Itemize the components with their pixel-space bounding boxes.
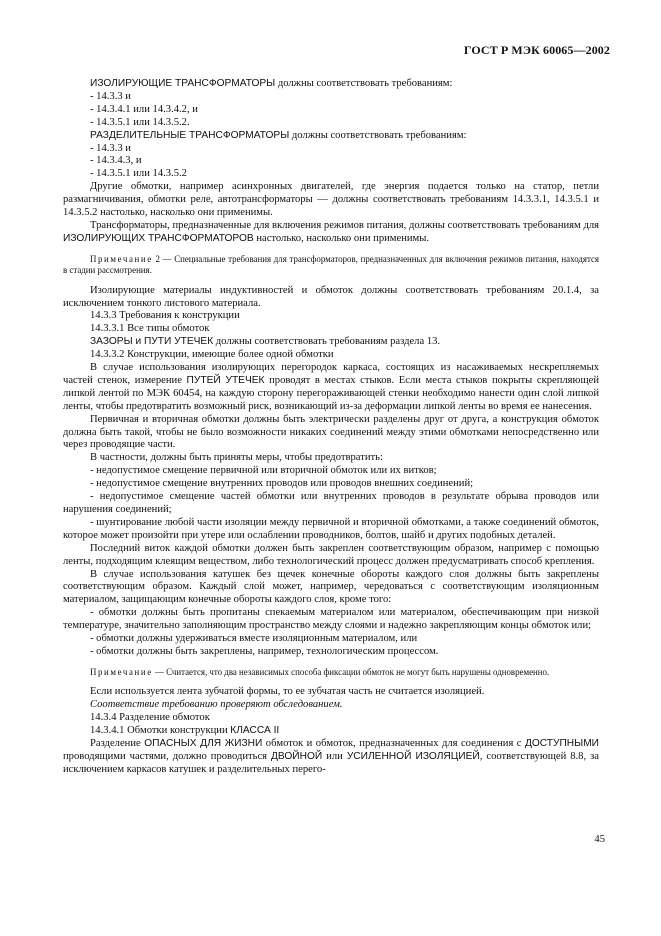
paragraph — [63, 362, 599, 414]
paragraph — [63, 130, 599, 143]
paragraph: Первичная и вторичная обмотки должны быть электрически разделены друг от друга, а конструкция обмоток должна быть такой, чтобы не было возможности никаких соединений между этими обмотками непосредственно или через проводящие части. — [63, 413, 599, 451]
text: обмоток и обмоток, предназначенных для соединения с — [262, 737, 525, 749]
term: РАЗДЕЛИТЕЛЬНЫЕ ТРАНСФОРМАТОРЫ — [90, 129, 290, 141]
text: проводящими частями, должно проводиться — [63, 750, 272, 762]
text: настолько, насколько они применимы. — [253, 232, 430, 244]
section-heading — [63, 725, 599, 738]
term: ИЗОЛИРУЮЩИЕ ТРАНСФОРМАТОРЫ — [90, 78, 276, 89]
list-item: - шунтирование любой части изоляции между первичной и вторичной обмотками, а также соединений обмоток, которое может произойти при утере или ослаблении проводников, болтов, шайб и других подобных деталей. — [63, 516, 599, 541]
section-heading: 14.3.3.1 Все типы обмоток — [90, 323, 210, 335]
note — [63, 667, 599, 678]
paragraph — [63, 78, 599, 91]
term: ДВОЙНОЙ — [271, 750, 323, 762]
list-item: - 14.3.4.1 или 14.3.4.2, и — [90, 103, 198, 115]
paragraph: Если используется лента зубчатой формы, то ее зубчатая часть не считается изоляцией. — [90, 686, 485, 698]
paragraph: Последний виток каждой обмотки должен быть закреплен соответствующим образом, например с помощью ленты, подходящим клеящим веществом, либо технологический процесс должен предусматривать способ крепления. — [63, 542, 599, 567]
section-heading: 14.3.3 Требования к конструкции — [90, 310, 240, 322]
text: должны соответствовать требованиям раздела 13. — [213, 336, 441, 348]
text: проводят в местах стыков. Если места стыков покрыты скрепляющей липкой лентой по МЭК 60454, на каждую сторону перегораживающей стенки необходимо нанести один слой липкой ленты, чтобы предотвратить возможный риск, возникающий из-за деформации липкой ленты во время ее нанесения. — [63, 374, 600, 412]
term: ОПАСНЫХ ДЛЯ ЖИЗНИ — [144, 737, 263, 749]
term: ИЗОЛИРУЮЩИХ ТРАНСФОРМАТОРОВ — [63, 232, 254, 244]
term: ДОСТУПНЫМИ — [524, 737, 599, 749]
text: 14.3.4.1 Обмотки конструкции — [90, 725, 231, 736]
paragraph: В случае использования катушек без щечек конечные обороты каждого слоя должны быть закреплены соответствующим образом. Каждый слой может, например, чередоваться с соответствующим изоляционным материалом, защищающим конечные обороты каждого слоя, кроме того: — [63, 568, 599, 606]
paragraph: Изолирующие материалы индуктивностей и обмоток должны соответствовать требованиям 20.1.4, за исключением тонкого листового материала. — [63, 284, 599, 309]
section-heading: 14.3.4 Разделение обмоток — [90, 712, 210, 724]
text: , соответствующей 8.8, за исключением каркасов катушек и разделительных перего- — [63, 750, 599, 775]
compliance-statement: Соответствие требованию проверяют обследованием. — [90, 699, 343, 711]
text: должны соответствовать требованиям: — [275, 78, 453, 89]
list-item: - обмотки должны быть пропитаны спекаемым материалом или материалом, обеспечивающим при низкой температуре, значительно заполняющим пространство между слоями и надежно закрепляющим концы обмоток или; — [63, 607, 599, 632]
text: Разделение — [90, 737, 145, 749]
list-item: - недопустимое смещение частей обмотки или внутренних проводов в результате обрыва проводов или нарушения соединений; — [63, 491, 599, 515]
term: УСИЛЕННОЙ ИЗОЛЯЦИЕЙ — [346, 750, 480, 762]
list-item: - 14.3.3 и — [90, 90, 131, 102]
note-label: Примечание — [90, 253, 153, 264]
list-item: - обмотки должны удерживаться вместе изоляционным материалом, или — [90, 633, 418, 645]
list-item: - недопустимое смещение первичной или вторичной обмоток или их витков; — [90, 465, 437, 477]
term: ПУТЕЙ УТЕЧЕК — [186, 374, 265, 386]
text: или — [322, 750, 347, 762]
text: должны соответствовать требованиям: — [289, 129, 467, 141]
paragraph — [63, 220, 599, 246]
document-header: ГОСТ Р МЭК 60065—2002 — [463, 43, 610, 57]
list-item: - 14.3.4.3, и — [90, 155, 142, 167]
list-item: - 14.3.3 и — [90, 142, 131, 154]
page-number: 45 — [594, 834, 605, 845]
paragraph: Другие обмотки, например асинхронных двигателей, где энергия подается только на статор, петли размагничивания, обмотки реле, автотрансформаторы — должны соответствовать требованиям 14.3.3.1, 14.3.5.1 и 14.3.5.2 настолько, насколько они применимы. — [63, 181, 599, 219]
document-body — [63, 78, 599, 777]
list-item: - обмотки должны быть закреплены, например, технологическим процессом. — [90, 645, 439, 657]
list-item: - недопустимое смещение внутренних проводов или проводов внешних соединений; — [90, 478, 474, 490]
section-heading: 14.3.3.2 Конструкции, имеющие более одной обмотки — [90, 349, 334, 361]
term: КЛАССА II — [230, 725, 280, 736]
text: В случае использования изолирующих перегородок каркаса, состоящих из насаживаемых нескрепляемых частей стенок, измерение — [63, 362, 599, 386]
note — [63, 254, 599, 277]
paragraph — [63, 738, 599, 777]
paragraph — [63, 336, 599, 349]
note-text: — Считается, что два независимых способа фиксации обмоток не могут быть нарушены одновременно. — [152, 666, 550, 677]
list-item: - 14.3.5.1 или 14.3.5.2 — [90, 168, 187, 180]
term: ЗАЗОРЫ и ПУТИ УТЕЧЕК — [90, 336, 214, 348]
paragraph: В частности, должны быть приняты меры, чтобы предотвратить: — [90, 452, 383, 464]
note-label: Примечание — [90, 666, 153, 677]
list-item: - 14.3.5.1 или 14.3.5.2. — [90, 116, 190, 128]
text: Трансформаторы, предназначенные для включения режимов питания, должны соответствовать требованиям для — [90, 219, 599, 231]
note-text: 2 — Специальные требования для трансформаторов, предназначенных для включения режимов питания, находятся в стадии рассмотрения. — [63, 253, 599, 276]
